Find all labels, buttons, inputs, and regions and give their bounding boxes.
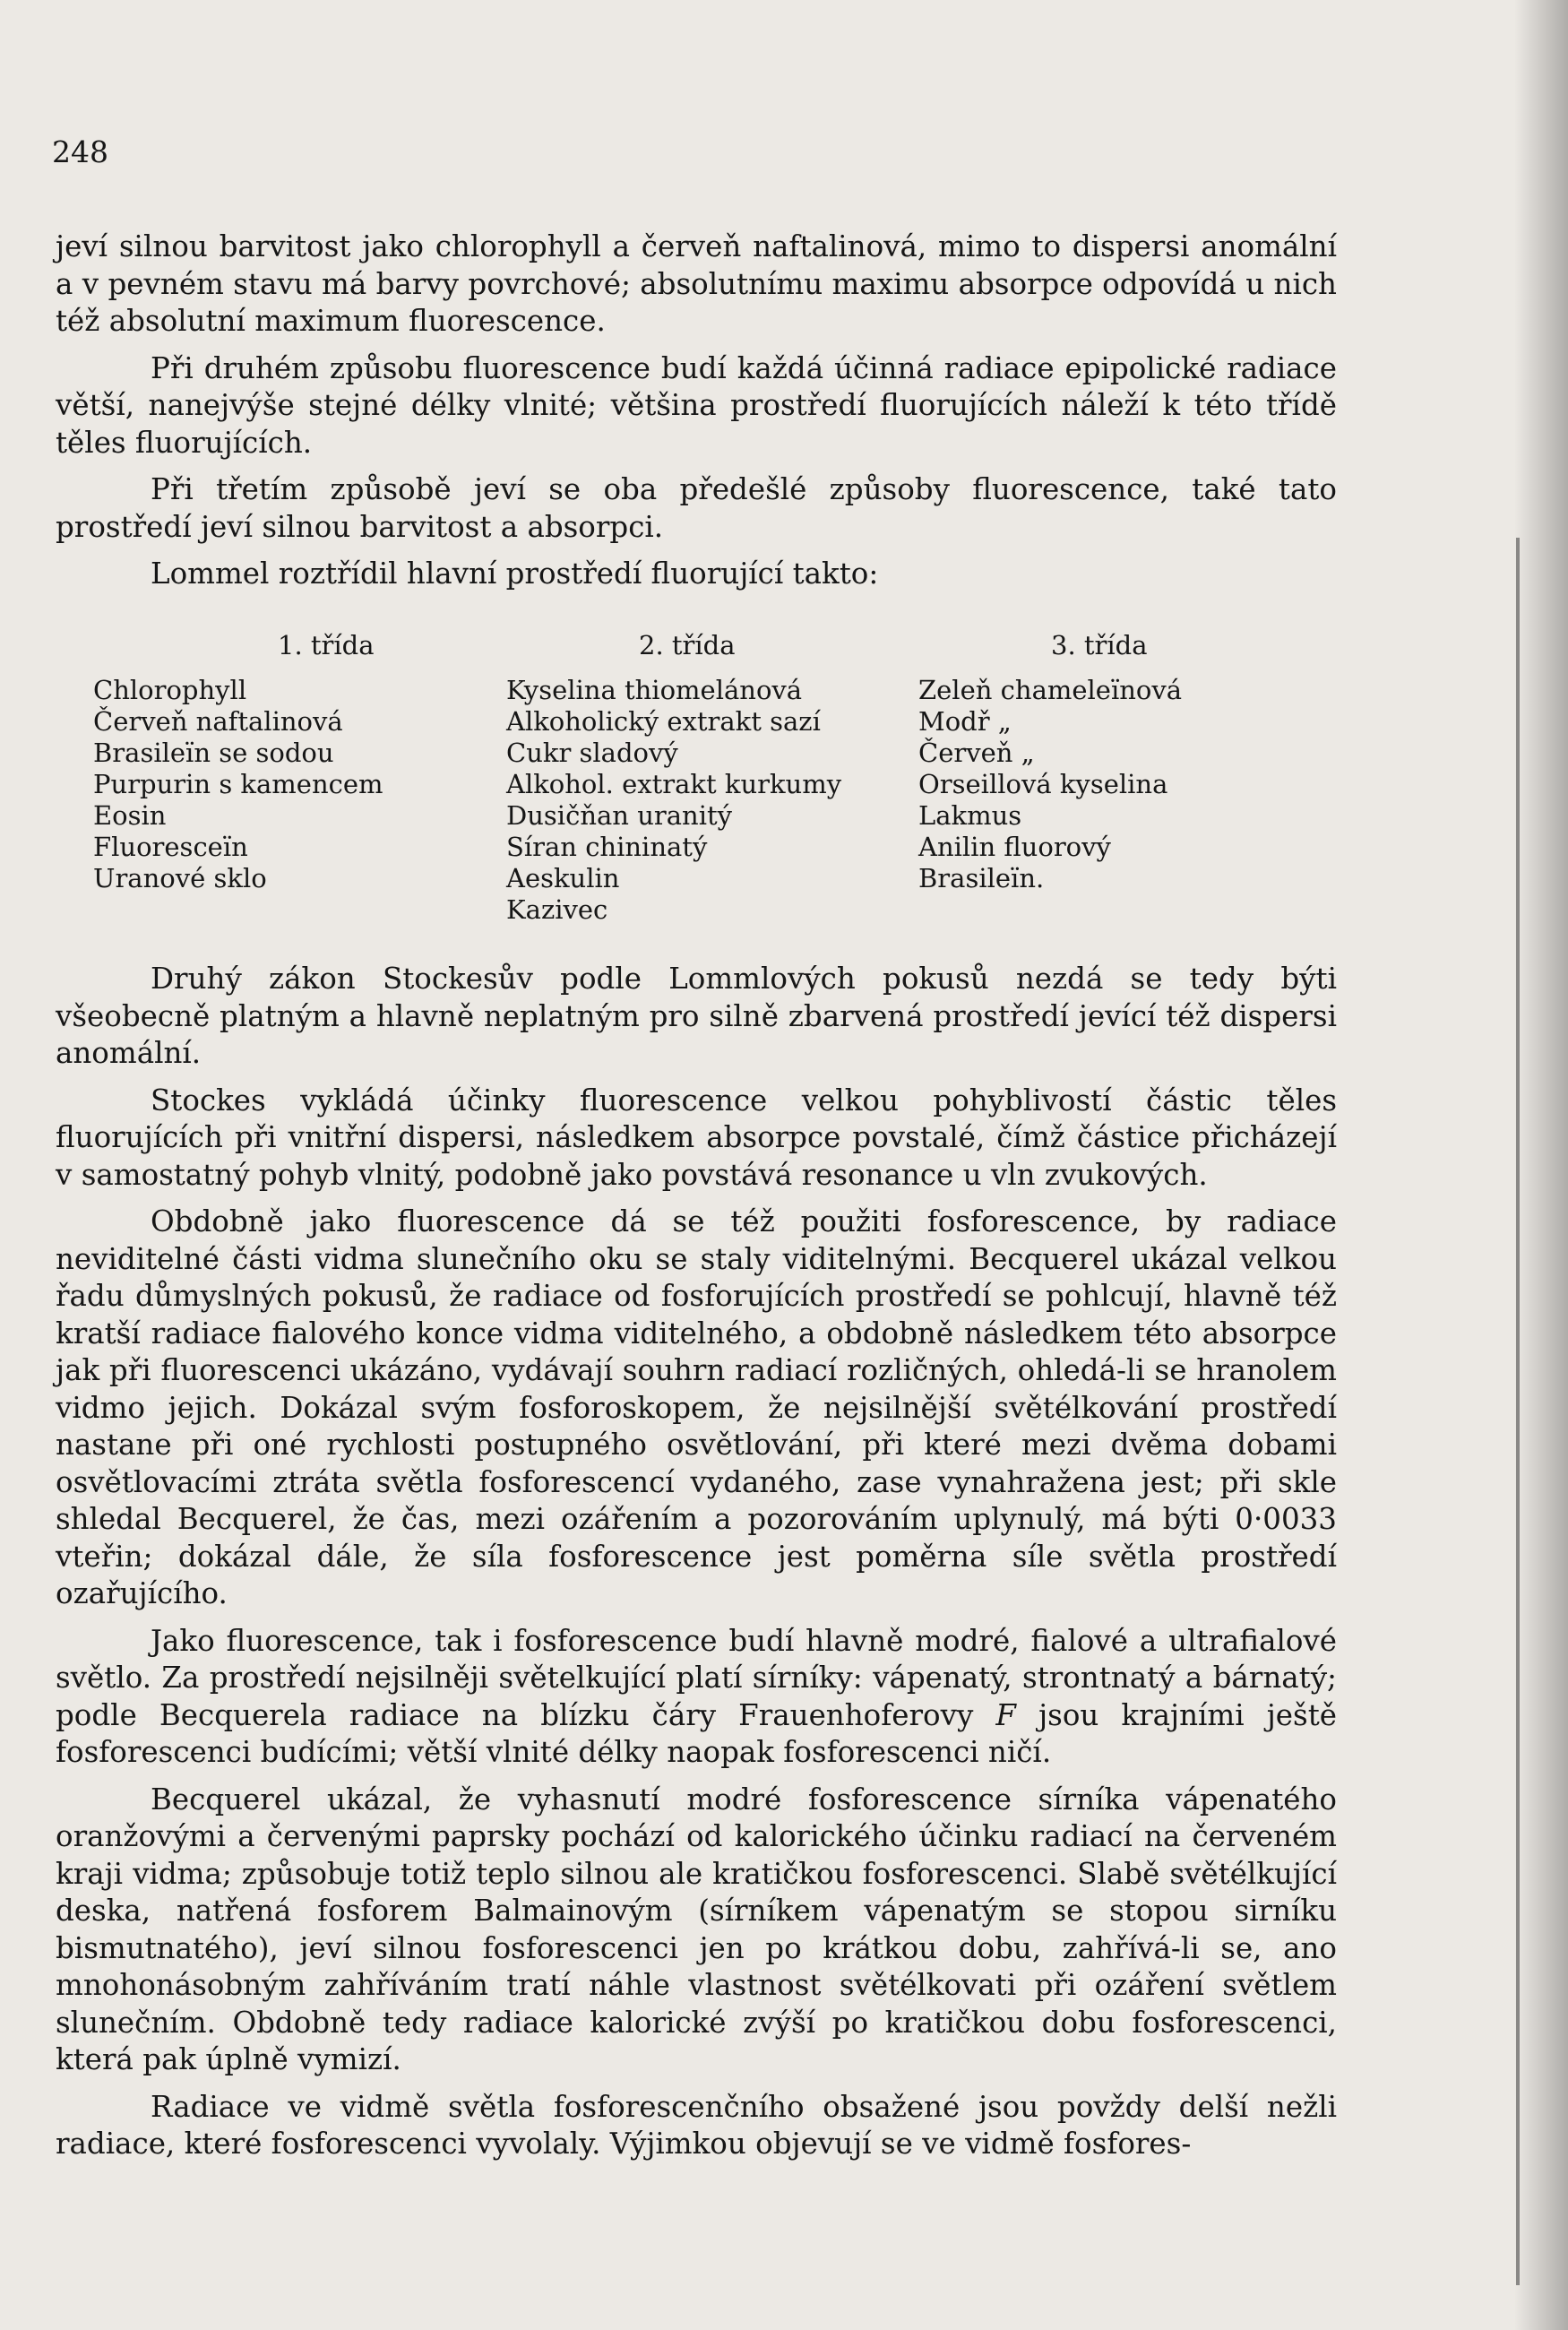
list-item: Cukr sladový bbox=[506, 738, 678, 768]
paragraph: Radiace ve vidmě světla fosforescenčního obsažené jsou povždy delší nežli radiace, které fosforescenci vyvolaly. Výjimkou objevují se ve vidmě fosfores- bbox=[56, 2089, 1337, 2161]
list-item: Dusičňan uranitý bbox=[506, 800, 733, 831]
list-item: Brasileïn se sodou bbox=[93, 738, 334, 768]
column-heading: 1. třída bbox=[278, 630, 375, 660]
list-item: Červeň „ bbox=[918, 738, 1035, 768]
list-item: Aeskulin bbox=[506, 863, 620, 893]
paragraph: Becquerel ukázal, že vyhasnutí modré fosforescence sírníka vápenatého oranžovými a červenými paprsky pochází od kalorického účinku radiací na červeném kraji vidma; způsobuje totiž teplo silnou ale kratičkou fosforescenci. Slabě světélkující deska, natřená fosforem Balmainovým (sírníkem vápenatým se stopou sirníku bismutnatého), jeví silnou fosforescenci jen po krátkou dobu, zahřívá-li se, ano mnohonásobným zahříváním tratí náhle vlastnost světélkovati při ozáření světlem slunečním. Obdobně tedy radiace kalorické zvýší po kratičkou dobu fosforescenci, která pak úplně vymizí. bbox=[56, 1782, 1337, 2076]
column-heading: 2. třída bbox=[639, 630, 736, 660]
paragraph-text: Jako fluorescence, tak i fosforescence budí hlavně modré, fialové a ultrafialové světlo. Za prostředí nejsilněji světelkující platí sírníky: vápenatý, strontnatý a bárnatý; podle Becquerela radiace na blízku čáry Frauenhoferovy bbox=[56, 1623, 1337, 1732]
list-item: Chlorophyll bbox=[93, 675, 247, 705]
page-edge-shadow bbox=[1514, 0, 1568, 2330]
list-item: Brasileïn. bbox=[918, 863, 1045, 893]
list-item: Kyselina thiomelánová bbox=[506, 675, 803, 705]
table-column-2 bbox=[506, 630, 841, 926]
list-item: Červeň naftalinová bbox=[93, 706, 343, 737]
text-block-top bbox=[56, 229, 1337, 603]
column-heading: 3. třída bbox=[1051, 630, 1148, 660]
list-item: Lakmus bbox=[918, 800, 1022, 831]
list-item: Alkohol. extrakt kurkumy bbox=[506, 769, 842, 799]
list-item: Uranové sklo bbox=[93, 863, 267, 893]
list-item: Fluoresceïn bbox=[93, 832, 248, 862]
text-block-bottom bbox=[56, 961, 1337, 2173]
paragraph bbox=[56, 1623, 1337, 1772]
list-item: Zeleň chameleïnová bbox=[918, 675, 1183, 705]
list-item: Anilin fluorový bbox=[918, 832, 1111, 862]
list-item: Purpurin s kamencem bbox=[93, 769, 383, 799]
table-column-3 bbox=[918, 630, 1182, 894]
paragraph: jeví silnou barvitost jako chlorophyll a červeň naftalinová, mimo to dispersi anomální a v pevném stavu má barvy povrchové; absolutnímu maximu absorpce odpovídá u nich též absolutní maximum fluorescence. bbox=[56, 229, 1337, 338]
paragraph: Lommel roztřídil hlavní prostředí fluorující takto: bbox=[151, 557, 879, 591]
list-item: Orseillová kyselina bbox=[918, 769, 1168, 799]
list-item: Eosin bbox=[93, 800, 167, 831]
paragraph-text: jsou krajními ještě fosforescenci budícími; větší vlnité délky naopak fosforescenci ničí. bbox=[56, 1697, 1337, 1769]
paragraph: Druhý zákon Stockesův podle Lommlových pokusů nezdá se tedy býti všeobecně platným a hlavně neplatným pro silně zbarvená prostředí jevící též dispersi anomální. bbox=[56, 962, 1337, 1070]
list-item: Alkoholický extrakt sazí bbox=[506, 706, 821, 737]
paragraph: Při třetím způsobě jeví se oba předešlé způsoby fluorescence, také tato prostředí jeví silnou barvitost a absorpci. bbox=[56, 472, 1337, 544]
table-column-1 bbox=[93, 630, 383, 894]
list-item: Kazivec bbox=[506, 894, 608, 925]
page-number: 248 bbox=[52, 134, 108, 169]
list-item: Modř „ bbox=[918, 706, 1012, 737]
list-item: Síran chininatý bbox=[506, 832, 708, 862]
italic-letter: F bbox=[995, 1697, 1016, 1732]
paragraph: Při druhém způsobu fluorescence budí každá účinná radiace epipolické radiace větší, nanejvýše stejné délky vlnité; většina prostředí fluorujících náleží k této třídě těles fluorujících. bbox=[56, 350, 1337, 460]
paragraph: Stockes vykládá účinky fluorescence velkou pohyblivostí částic těles fluorujících při vnitřní dispersi, následkem absorpce povstalé, čímž částice přicházejí v samostatný pohyb vlnitý, podobně jako povstává resonance u vln zvukových. bbox=[56, 1083, 1337, 1192]
binding-edge bbox=[1516, 538, 1520, 2285]
paragraph: Obdobně jako fluorescence dá se též použiti fosforescence, by radiace neviditelné části vidma slunečního oku se staly viditelnými. Becquerel ukázal velkou řadu důmyslných pokusů, že radiace od fosforujících prostředí se pohlcují, hlavně též kratší radiace fialového konce vidma viditelného, a obdobně následkem této absorpce jak při fluorescenci ukázáno, vydávají souhrn radiací rozličných, ohledá-li se hranolem vidmo jejich. Dokázal svým fosforoskopem, že nejsilnější světélkování prostředí nastane při oné rychlosti postupného osvětlování, při které mezi dvěma dobami osvětlovacími ztráta světla fosforescencí vydaného, zase vynahražena jest; při skle shledal Becquerel, že čas, mezi ozářením a pozorováním uplynulý, má býti 0·0033 vteřin; dokázal dále, že síla fosforescence jest poměrna síle světla prostředí ozařujícího. bbox=[56, 1204, 1337, 1610]
